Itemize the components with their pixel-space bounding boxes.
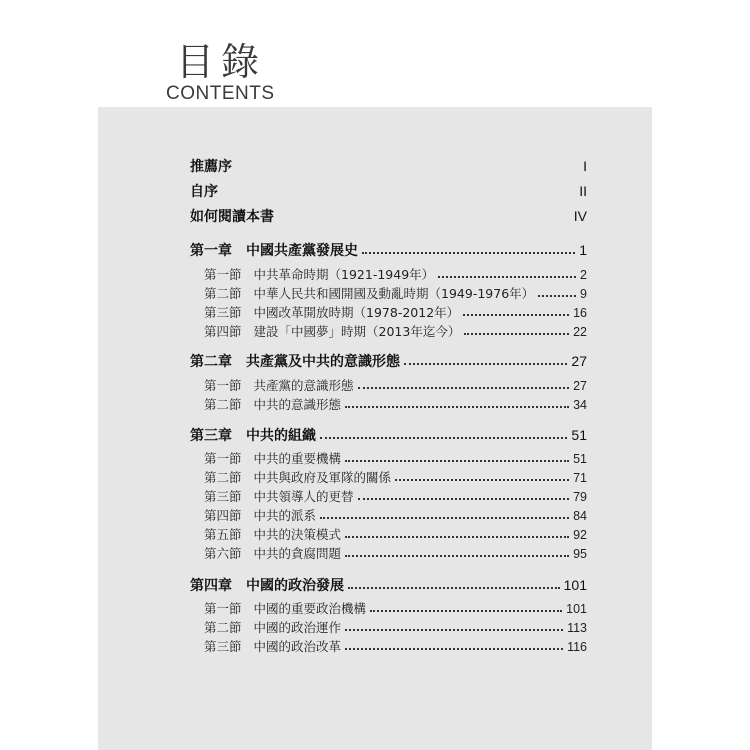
dot-leader xyxy=(345,554,569,557)
toc-page-number: 9 xyxy=(580,287,587,301)
chapter-label: 第二章 xyxy=(190,354,232,370)
toc-page-number: 51 xyxy=(573,452,587,466)
toc-heading xyxy=(166,40,275,104)
section-title: 中共的貪腐問題 xyxy=(253,546,342,561)
section-title: 中國的政治改革 xyxy=(253,639,342,654)
dot-leader xyxy=(345,647,563,650)
dot-leader xyxy=(362,251,575,254)
section-title: 中共革命時期（1921-1949年） xyxy=(253,267,435,282)
toc-chapter[interactable] xyxy=(190,351,587,371)
toc-section[interactable] xyxy=(204,284,587,302)
page-subtitle: CONTENTS xyxy=(166,83,275,104)
toc-section[interactable] xyxy=(204,544,587,562)
chapter-label: 第三章 xyxy=(190,428,232,444)
dot-leader xyxy=(358,386,570,389)
dot-leader xyxy=(345,459,569,462)
toc-item-title: 如何閱讀本書 xyxy=(190,209,274,225)
section-title: 共產黨的意識形態 xyxy=(253,378,354,393)
dot-leader xyxy=(345,405,569,408)
toc-page-number: I xyxy=(583,158,587,174)
toc-front-item[interactable] xyxy=(190,181,587,201)
section-title: 中共的決策模式 xyxy=(253,527,342,542)
toc-section[interactable] xyxy=(204,525,587,543)
section-label: 第二節 xyxy=(204,397,242,412)
toc-page-number: 92 xyxy=(573,528,587,542)
dot-leader xyxy=(358,497,570,500)
toc-section[interactable] xyxy=(204,468,587,486)
section-label: 第三節 xyxy=(204,639,242,654)
section-title: 中國的政治運作 xyxy=(253,620,342,635)
dot-leader xyxy=(463,313,569,316)
chapter-title: 共產黨及中共的意識形態 xyxy=(246,354,400,370)
dot-leader xyxy=(395,478,569,481)
section-label: 第二節 xyxy=(204,620,242,635)
toc-page-number: 79 xyxy=(573,490,587,504)
dot-leader xyxy=(464,332,569,335)
dot-leader xyxy=(320,436,567,439)
section-title: 中共的意識形態 xyxy=(253,397,342,412)
toc-page-number: II xyxy=(579,183,587,199)
dot-leader xyxy=(538,294,576,297)
toc-item-title: 推薦序 xyxy=(190,159,232,175)
section-title: 中共的重要機構 xyxy=(253,451,342,466)
section-label: 第一節 xyxy=(204,601,242,616)
toc-page-number: 113 xyxy=(567,621,587,635)
section-label: 第四節 xyxy=(204,324,242,339)
section-label: 第二節 xyxy=(204,286,242,301)
page-title: 目錄 xyxy=(176,40,267,84)
toc-section[interactable] xyxy=(204,265,587,283)
dot-leader xyxy=(370,609,562,612)
toc-section[interactable] xyxy=(204,322,587,340)
toc-front-item[interactable] xyxy=(190,206,587,226)
toc-section[interactable] xyxy=(204,599,587,617)
toc-page-number: 51 xyxy=(571,427,587,443)
section-title: 建設「中國夢」時期（2013年迄今） xyxy=(253,324,461,339)
toc-chapter[interactable] xyxy=(190,575,587,595)
chapter-label: 第一章 xyxy=(190,243,232,259)
section-title: 中共的派系 xyxy=(253,508,317,523)
chapter-title: 中國共產黨發展史 xyxy=(246,243,358,259)
toc-chapter[interactable] xyxy=(190,240,587,260)
toc-page-number: 27 xyxy=(571,353,587,369)
chapter-label: 第四章 xyxy=(190,578,232,594)
toc-front-item[interactable] xyxy=(190,156,587,176)
toc-section[interactable] xyxy=(204,637,587,655)
section-label: 第三節 xyxy=(204,305,242,320)
toc-page-number: 116 xyxy=(567,640,587,654)
toc-section[interactable] xyxy=(204,449,587,467)
toc-section[interactable] xyxy=(204,376,587,394)
section-title: 中國改革開放時期（1978-2012年） xyxy=(253,305,460,320)
section-label: 第六節 xyxy=(204,546,242,561)
chapter-title: 中國的政治發展 xyxy=(246,578,344,594)
toc-page-number: 101 xyxy=(566,602,587,616)
dot-leader xyxy=(438,275,576,278)
dot-leader xyxy=(404,362,567,365)
toc-page-number: IV xyxy=(573,208,587,224)
toc-page-number: 1 xyxy=(579,242,587,258)
toc-chapter[interactable] xyxy=(190,425,587,445)
toc-page-number: 22 xyxy=(573,325,587,339)
section-label: 第三節 xyxy=(204,489,242,504)
section-label: 第一節 xyxy=(204,267,242,282)
toc-section[interactable] xyxy=(204,395,587,413)
toc-section[interactable] xyxy=(204,506,587,524)
toc-page-number: 71 xyxy=(573,471,587,485)
dot-leader xyxy=(345,535,569,538)
section-label: 第一節 xyxy=(204,451,242,466)
section-label: 第二節 xyxy=(204,470,242,485)
section-title: 中共與政府及軍隊的關係 xyxy=(253,470,392,485)
section-title: 中共領導人的更替 xyxy=(253,489,354,504)
toc-item-title: 自序 xyxy=(190,184,218,200)
toc-section[interactable] xyxy=(204,618,587,636)
chapter-title: 中共的組織 xyxy=(246,428,316,444)
dot-leader xyxy=(348,586,560,589)
section-title: 中華人民共和國開國及動亂時期（1949-1976年） xyxy=(253,286,535,301)
toc-page-number: 101 xyxy=(563,577,587,593)
toc-section[interactable] xyxy=(204,303,587,321)
section-label: 第一節 xyxy=(204,378,242,393)
toc-page-number: 34 xyxy=(573,398,587,412)
toc-page-number: 2 xyxy=(580,268,587,282)
toc-page-number: 95 xyxy=(573,547,587,561)
dot-leader xyxy=(345,628,563,631)
toc-page-number: 16 xyxy=(573,306,587,320)
toc-page-number: 27 xyxy=(573,379,587,393)
dot-leader xyxy=(320,516,569,519)
section-label: 第五節 xyxy=(204,527,242,542)
section-title: 中國的重要政治機構 xyxy=(253,601,367,616)
section-label: 第四節 xyxy=(204,508,242,523)
toc-section[interactable] xyxy=(204,487,587,505)
toc-page-number: 84 xyxy=(573,509,587,523)
